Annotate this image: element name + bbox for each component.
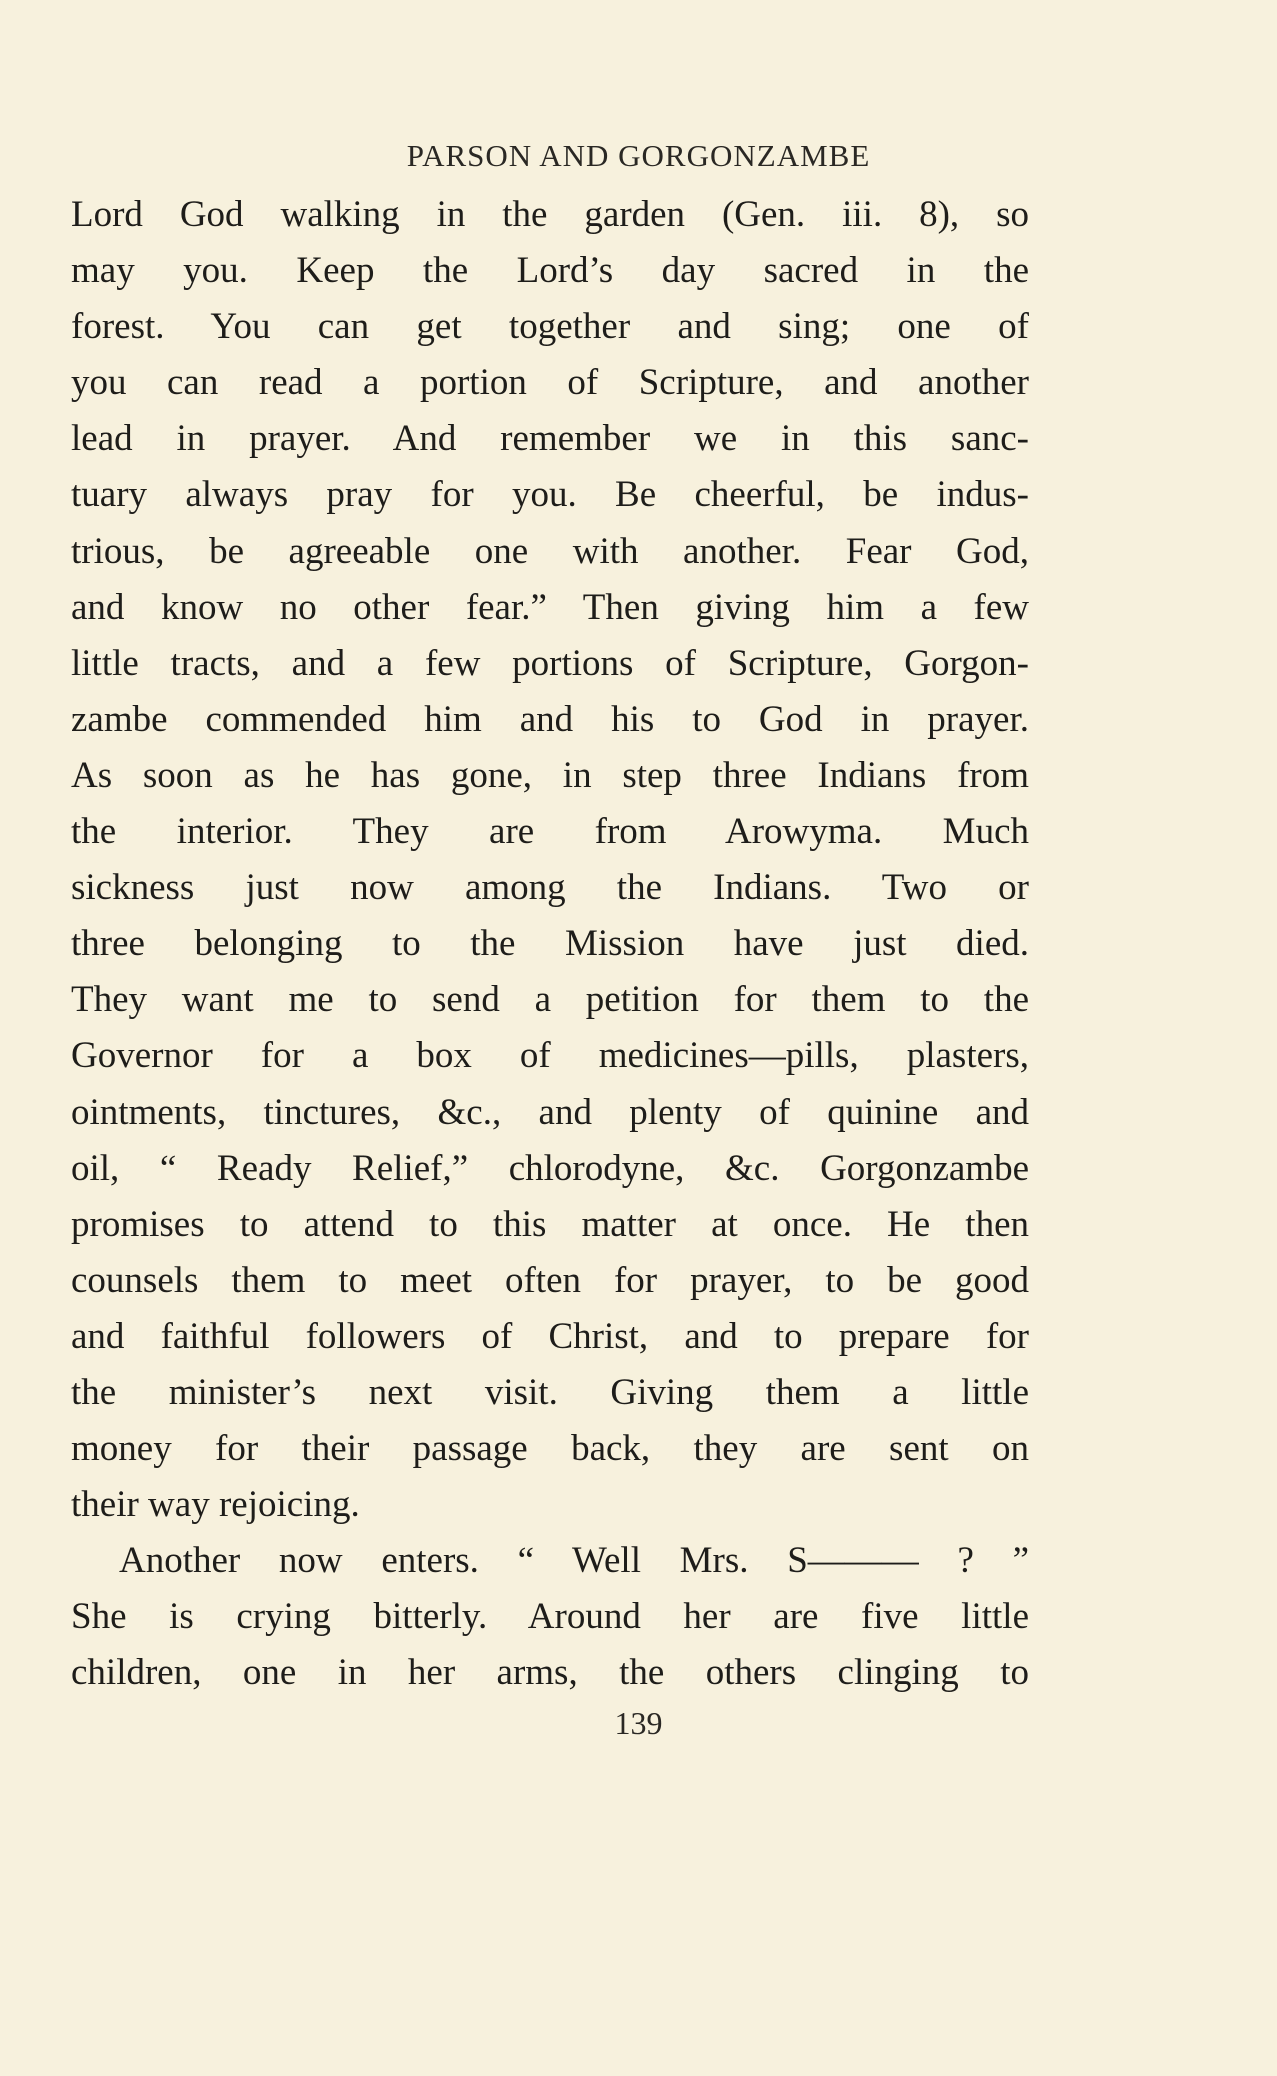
text-line: lead in prayer. And remember we in this sanc-: [71, 418, 1029, 460]
text-line: As soon as he has gone, in step three Indians from: [71, 754, 1029, 796]
text-line: the minister’s next visit. Giving them a little: [71, 1371, 1029, 1413]
text-line: and faithful followers of Christ, and to prepare for: [71, 1315, 1029, 1357]
text-line: sickness just now among the Indians. Two or: [71, 867, 1029, 909]
text-line: and know no other fear.” Then giving him a few: [71, 586, 1029, 628]
text-line: the interior. They are from Arowyma. Much: [71, 811, 1029, 853]
text-line: oil, “ Ready Relief,” chlorodyne, &c. Gorgonzambe: [71, 1147, 1029, 1189]
text-line: tuary always pray for you. Be cheerful, be indus-: [71, 474, 1029, 516]
text-line: Governor for a box of medicines—pills, plasters,: [71, 1035, 1029, 1077]
text-line: She is crying bitterly. Around her are five little: [71, 1596, 1029, 1638]
text-line: counsels them to meet often for prayer, to be good: [71, 1259, 1029, 1301]
text-line: They want me to send a petition for them to the: [71, 979, 1029, 1021]
text-line: ointments, tinctures, &c., and plenty of quinine and: [71, 1091, 1029, 1133]
page-number: 139: [614, 1705, 663, 1741]
paragraph-end-line: their way rejoicing.: [71, 1484, 360, 1526]
text-line: three belonging to the Mission have just died.: [71, 923, 1029, 965]
body-text: [71, 187, 1029, 1702]
text-line: money for their passage back, they are sent on: [71, 1428, 1029, 1470]
text-line: may you. Keep the Lord’s day sacred in the: [71, 250, 1029, 292]
text-line: forest. You can get together and sing; one of: [71, 306, 1029, 348]
text-line: promises to attend to this matter at once. He then: [71, 1203, 1029, 1245]
text-line: zambe commended him and his to God in prayer.: [71, 698, 1029, 740]
text-line: Lord God walking in the garden (Gen. iii. 8), so: [71, 194, 1029, 235]
text-line: children, one in her arms, the others clinging to: [71, 1652, 1029, 1694]
paragraph-start-line: Another now enters. “ Well Mrs. S——— ? ”: [119, 1540, 1029, 1582]
text-line: little tracts, and a few portions of Scripture, Gorgon-: [71, 642, 1029, 684]
running-title: PARSON AND GORGONZAMBE: [406, 138, 871, 173]
text-line: you can read a portion of Scripture, and another: [71, 362, 1029, 404]
text-line: trious, be agreeable one with another. Fear God,: [71, 530, 1029, 572]
